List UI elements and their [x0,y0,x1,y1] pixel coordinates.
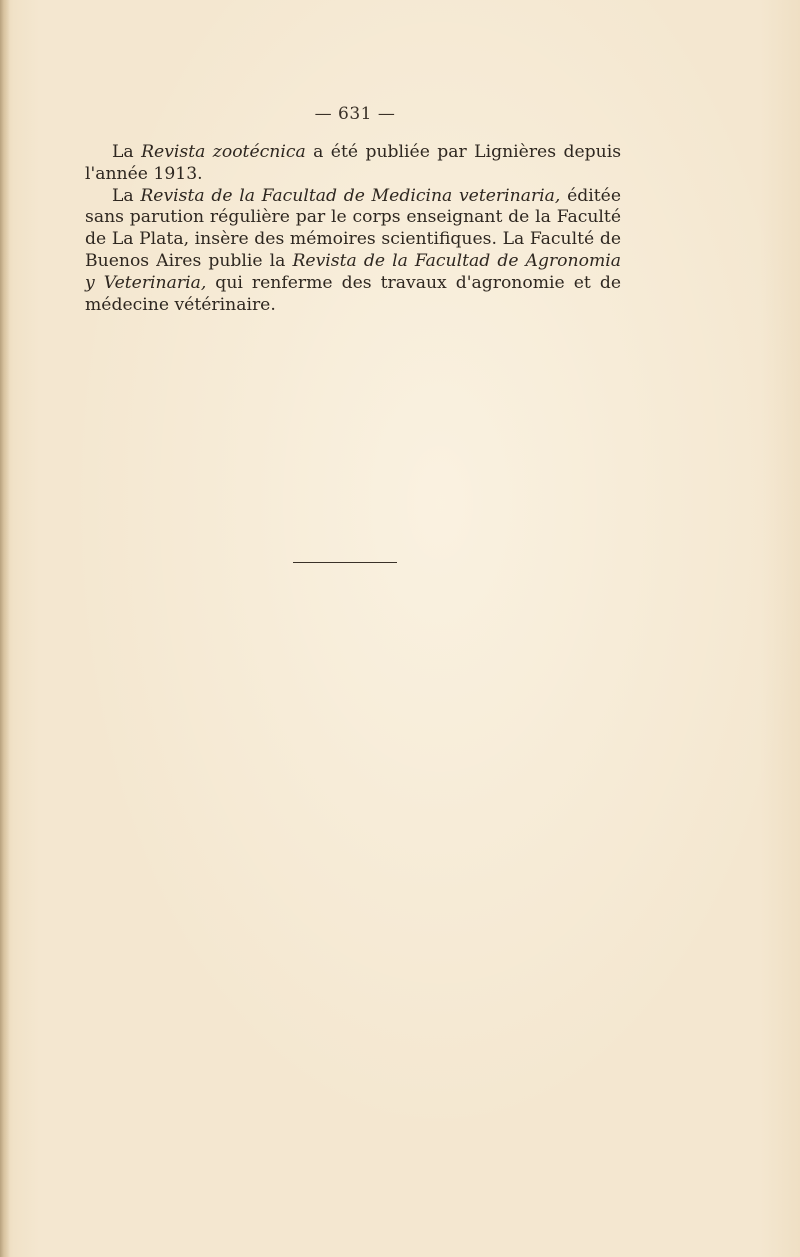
paragraph-2-run-3: éditée sans parution régulière par le corps enseignant de la Faculté de La Plata, insère des mémoires scientifiques. La Faculté de Buenos Aires publie la [85,185,621,271]
binding-shadow [0,0,10,1257]
paragraph-1 [85,142,621,186]
paragraph-1-run-1: La [112,142,142,162]
paragraph-1-run-3: a été publiée par Lignières depuis l'année 1913. [85,142,622,184]
section-end-rule [293,562,397,563]
paragraph-2-run-5: qui renferme des travaux d'agronomie et de médecine vétérinaire. [85,272,621,315]
body-text [85,142,621,316]
paragraph-1-run-2: Revista zootécnica [141,142,306,162]
paragraph-2-run-1: La [112,185,141,206]
paragraph-2 [85,186,621,317]
page-number: — 631 — [314,104,396,124]
paragraph-2-run-2: Revista de la Facultad de Medicina veterinaria, [140,185,561,206]
paragraph-2-run-4: Revista de la Facultad de Agronomia y Veterinaria, [85,250,621,293]
